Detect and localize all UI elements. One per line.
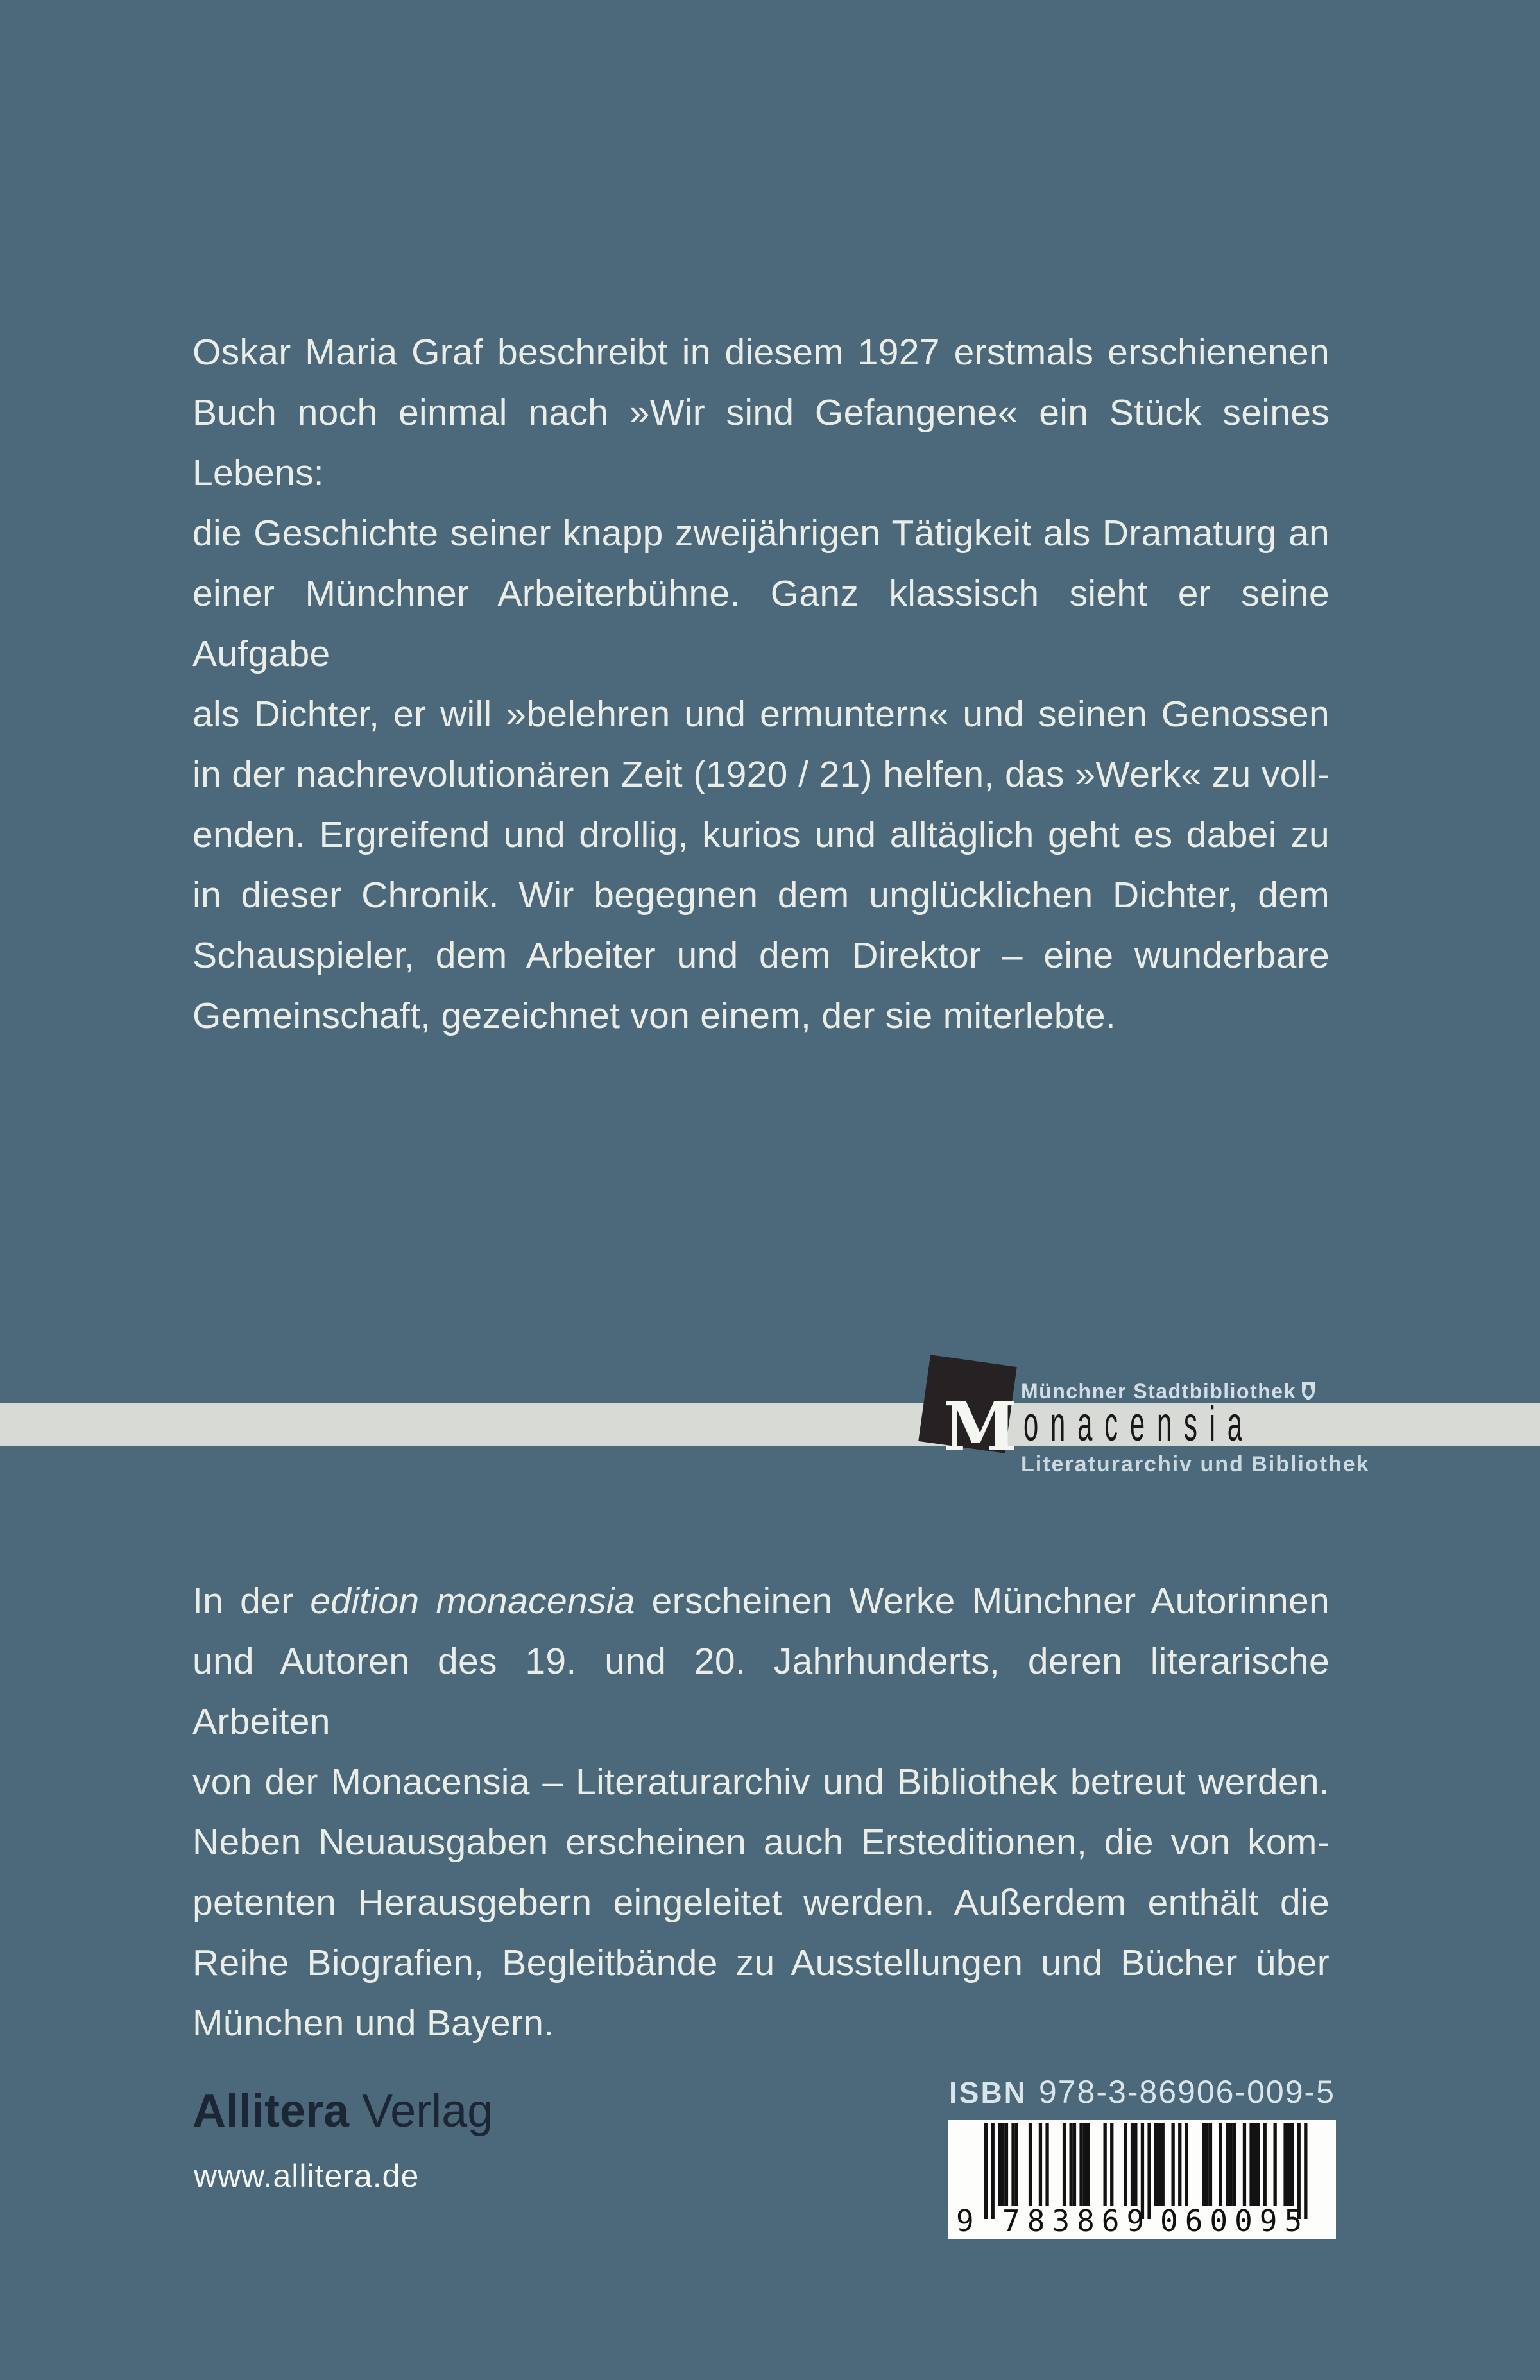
- blurb-line: Neben Neuausgaben erscheinen auch Ersteditionen, die von kom-: [193, 1822, 1330, 1863]
- isbn-label: ISBN: [948, 2076, 1027, 2109]
- blurb-line: einer Münchner Arbeiterbühne. Ganz klassisch sieht er seine Aufgabe: [193, 573, 1330, 674]
- blurb-line: Gemeinschaft, gezeichnet von einem, der sie miterlebte.: [193, 995, 1116, 1036]
- monacensia-wordmark: onacensia: [1023, 1397, 1254, 1451]
- blurb-line: Reihe Biografien, Begleitbände zu Ausstellungen und Bücher über: [193, 1942, 1330, 1983]
- publisher-name: Allitera: [193, 2085, 350, 2137]
- allitera-verlag-logo: [193, 2087, 493, 2136]
- literaturarchiv-label: Literaturarchiv und Bibliothek: [1021, 1452, 1370, 1477]
- logo-letter-m: M: [943, 1387, 1018, 1466]
- blurb-line: und Autoren des 19. und 20. Jahrhunderts, deren literarische Arbeiten: [193, 1641, 1330, 1742]
- library-label-text: Münchner Stadtbibliothek: [1021, 1380, 1296, 1403]
- barcode-digit-group: 060095: [1160, 2204, 1310, 2238]
- blurb-line: in der nachrevolutionären Zeit (1920 / 21) helfen, das »Werk« zu voll-: [193, 754, 1330, 795]
- barcode-digit-lead: 9: [956, 2204, 974, 2238]
- publisher-url: www.allitera.de: [194, 2158, 420, 2194]
- muenchner-kindl-icon: [1300, 1382, 1317, 1405]
- publisher-name-suffix: Verlag: [362, 2085, 493, 2137]
- blurb-line: enden. Ergreifend und drollig, kurios und alltäglich geht es dabei zu: [193, 814, 1330, 855]
- blurb-line: In der edition monacensia erscheinen Werke Münchner Autorinnen: [193, 1580, 1330, 1622]
- blurb-line: Oskar Maria Graf beschreibt in diesem 1927 erstmals erschienenen: [193, 332, 1330, 373]
- barcode-digits: [948, 2205, 1336, 2239]
- barcode-digit-group: 783869: [1002, 2204, 1152, 2238]
- isbn-number: 978-3-86906-009-5: [1038, 2074, 1335, 2110]
- blurb-line: petenten Herausgebern eingeleitet werden. Außerdem enthält die: [193, 1882, 1330, 1923]
- blurb-line: als Dichter, er will »belehren und ermuntern« und seinen Genossen: [193, 694, 1330, 735]
- blurb-line: von der Monacensia – Literaturarchiv und Bibliothek betreut werden.: [193, 1761, 1330, 1802]
- blurb-paragraph-1: [193, 322, 1330, 1046]
- blurb-line: Schauspieler, dem Arbeiter und dem Direktor – eine wunderbare: [193, 935, 1330, 976]
- blurb-line: Buch noch einmal nach »Wir sind Gefangene« ein Stück seines Lebens:: [193, 392, 1330, 493]
- edition-monacensia-italic: edition monacensia: [310, 1580, 635, 1622]
- blurb-paragraph-2: [193, 1571, 1330, 2053]
- blurb-line: die Geschichte seiner knapp zweijährigen Tätigkeit als Dramaturg an: [193, 513, 1330, 554]
- isbn-line: [948, 2074, 1336, 2110]
- blurb-line: München und Bayern.: [193, 2003, 554, 2044]
- ean-barcode: [948, 2120, 1336, 2239]
- monacensia-stripe: [0, 1403, 1540, 1446]
- blurb-line: in dieser Chronik. Wir begegnen dem unglücklichen Dichter, dem: [193, 875, 1330, 916]
